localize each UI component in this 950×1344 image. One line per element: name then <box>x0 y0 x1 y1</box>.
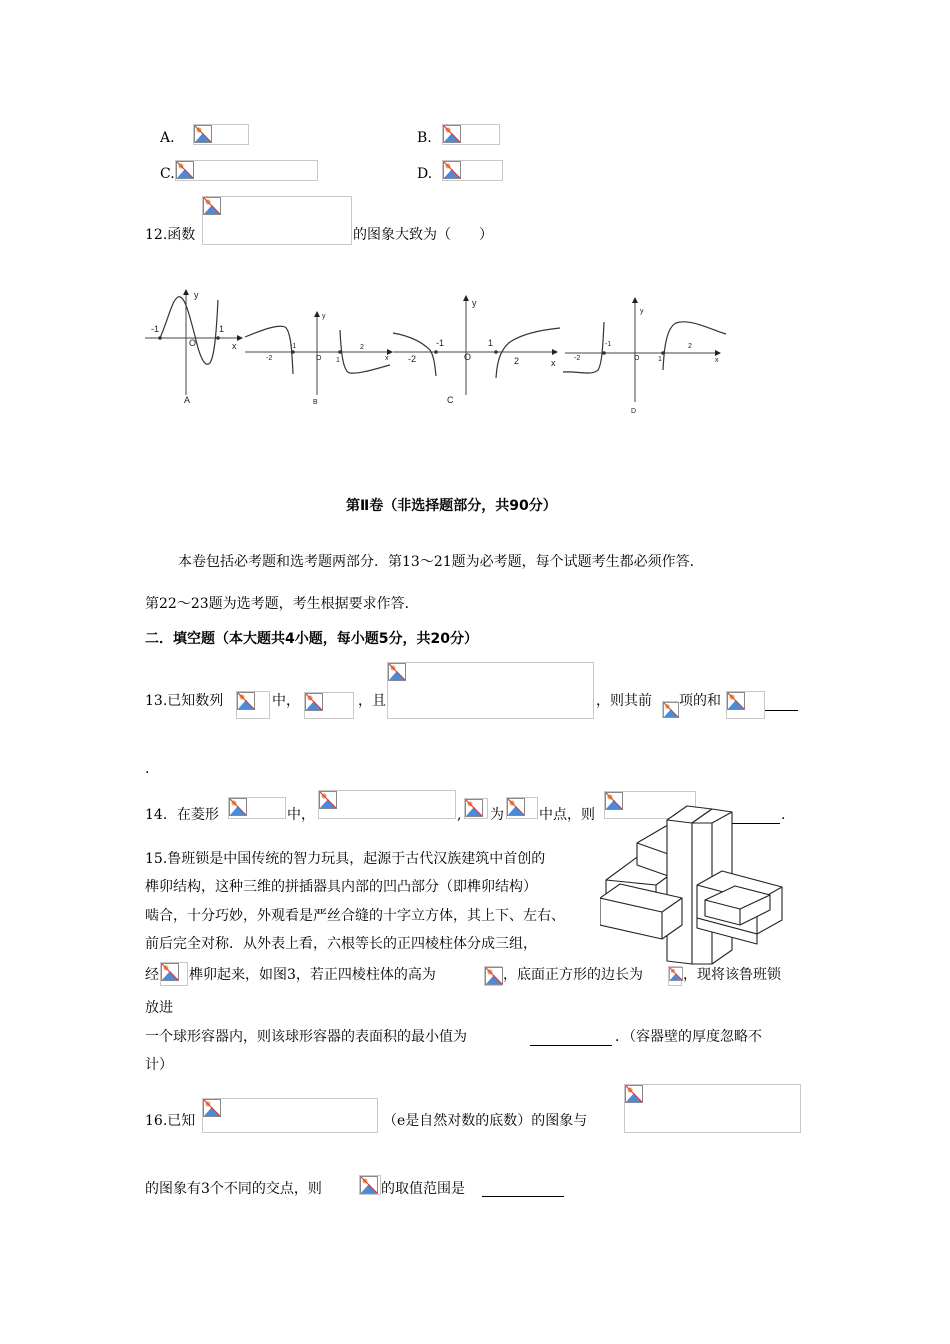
graph-b-y: y <box>322 313 326 320</box>
option-d-formula-image <box>442 160 503 181</box>
intro-line-1: 本卷包括必考题和选考题两部分．第13～21题为必考题，每个试题考生都必须作答． <box>178 554 704 570</box>
q13-text-2: 中， <box>272 693 300 709</box>
q14-end: . <box>781 807 786 823</box>
q14-condition-image <box>318 790 456 819</box>
q14-text-4: 为 <box>490 807 504 823</box>
broken-image-icon <box>360 1176 378 1194</box>
q15-line-3: 啮合，十分巧妙，外观看是严丝合缝的十字立方体，其上下、左右、 <box>145 908 565 924</box>
q13-recurrence-image <box>387 662 594 719</box>
option-c-label: C. <box>160 166 175 182</box>
broken-image-icon <box>727 692 745 710</box>
broken-image-icon <box>669 967 683 981</box>
fill-in-heading: 二．填空题（本大题共4小题，每小题5分，共20分） <box>145 631 478 647</box>
q16-line-2a: 的图象有3个不同的交点，则 <box>145 1181 322 1197</box>
q13-text-5: 项的和 <box>679 693 721 709</box>
graph-d-pos1: 1 <box>658 356 662 363</box>
q15-answer-blank[interactable] <box>530 1045 612 1046</box>
broken-image-icon <box>237 692 255 710</box>
luban-lock-figure <box>600 800 795 965</box>
option-a-formula-image <box>193 124 249 145</box>
broken-image-icon <box>663 702 679 718</box>
broken-image-icon <box>229 798 247 816</box>
q14-segment-image <box>506 797 538 819</box>
q13-sequence-image <box>236 691 270 719</box>
broken-image-icon <box>161 963 179 981</box>
graph-a-curve <box>160 297 218 365</box>
q15-side-image <box>668 966 682 986</box>
graph-a-pos1: 1 <box>219 324 225 334</box>
q14-text-3: , <box>457 807 462 823</box>
q13-text-1: 13.已知数列 <box>145 693 224 709</box>
graph-b-label: B <box>313 399 318 406</box>
q16-f-image <box>202 1098 378 1133</box>
q15-line-2: 榫卯结构，这种三维的拼插器具内部的凹凸部分（即榫卯结构） <box>145 879 537 895</box>
graph-b-x: x <box>385 355 389 362</box>
graph-d-neg1: -1 <box>605 341 612 348</box>
option-d-label: D. <box>417 166 433 182</box>
graph-b-neg1: -1 <box>290 343 297 350</box>
q15-orientation-image <box>160 962 188 986</box>
q16-param-image <box>359 1175 381 1195</box>
q15-line-1: 15.鲁班锁是中国传统的智力玩具，起源于古代汉族建筑中首创的 <box>145 851 546 867</box>
q14-point-image <box>464 798 488 819</box>
broken-image-icon <box>203 197 221 215</box>
graph-b-neg2: -2 <box>266 355 273 362</box>
q15-line-6: 放进 <box>145 1000 173 1016</box>
option-b-formula-image <box>442 124 500 145</box>
graph-b-curve-left <box>245 326 293 374</box>
broken-image-icon <box>443 125 461 143</box>
graph-d-x: x <box>715 357 719 364</box>
broken-image-icon <box>305 693 323 711</box>
graph-a-neg1: -1 <box>151 324 160 334</box>
q16-text-1: 16.已知 <box>145 1113 196 1129</box>
q15-height-image <box>484 966 502 986</box>
broken-image-icon <box>625 1085 643 1103</box>
intro-line-2: 第22～23题为选考题，考生根据要求作答． <box>145 596 419 612</box>
graph-d-y: y <box>640 308 644 315</box>
graph-d-neg2: -2 <box>574 355 581 362</box>
graph-c-neg1: -1 <box>436 338 445 348</box>
q13-n-image <box>662 701 678 718</box>
broken-image-icon <box>443 161 461 179</box>
broken-image-icon <box>176 161 194 179</box>
broken-image-icon <box>388 663 406 681</box>
broken-image-icon <box>194 125 212 143</box>
graph-d-pos2: 2 <box>688 343 692 350</box>
graph-a-x: x <box>232 341 237 351</box>
q15-line-8: 计） <box>145 1057 173 1073</box>
option-c-formula-image <box>175 160 318 181</box>
q15-line-5b: 榫卯起来，如图3，若正四棱柱体的高为 <box>189 967 436 983</box>
option-a-label: A. <box>160 130 175 146</box>
q14-text-1: 14．在菱形 <box>145 807 219 823</box>
q13-text-3: ，且 <box>358 693 386 709</box>
q15-line-7a: 一个球形容器内，则该球形容器的表面积的最小值为 <box>145 1029 467 1045</box>
graph-c-curve-right <box>496 328 560 378</box>
q16-line-2b: 的取值范围是 <box>381 1181 465 1197</box>
graph-d-origin: O <box>634 355 640 362</box>
q12-graphs <box>140 285 740 415</box>
graph-c-x: x <box>551 358 556 368</box>
q15-line-5d: ，现将该鲁班锁 <box>683 967 781 983</box>
graph-c-origin: O <box>464 352 472 362</box>
graph-b-origin: O <box>316 355 322 362</box>
q12-function-image <box>202 196 352 245</box>
q13-text-4: ，则其前 <box>596 693 652 709</box>
graph-c-neg2: -2 <box>408 354 417 364</box>
q13-initial-term-image <box>304 692 354 719</box>
graph-c-pos1: 1 <box>488 338 494 348</box>
q12-suffix: 的图象大致为（ ） <box>353 227 493 243</box>
q15-line-5a: 经 <box>145 967 159 983</box>
graph-a-label: A <box>184 395 191 405</box>
graph-b-pos1: 1 <box>336 357 340 364</box>
q12-prefix: 12.函数 <box>145 227 196 243</box>
q14-rhombus-image <box>228 797 286 819</box>
graph-c-pos2: 2 <box>514 356 520 366</box>
graph-d-curve-left <box>563 322 604 373</box>
graph-a-origin: O <box>189 338 197 348</box>
graph-c-label: C <box>447 395 454 405</box>
option-b-label: B. <box>417 130 432 146</box>
q16-g-image <box>624 1084 801 1133</box>
q14-text-5: 中点，则 <box>539 807 595 823</box>
section-2-title: 第Ⅱ卷（非选择题部分，共90分） <box>346 498 557 514</box>
q15-line-7b: ．（容器壁的厚度忽略不 <box>615 1029 762 1045</box>
q16-text-2: （e是自然对数的底数）的图象与 <box>383 1113 588 1129</box>
q15-line-4: 前后完全对称．从外表上看，六根等长的正四棱柱体分成三组， <box>145 936 537 952</box>
broken-image-icon <box>507 798 525 816</box>
q14-text-2: 中， <box>287 807 315 823</box>
q13-sum-image <box>726 691 765 719</box>
broken-image-icon <box>485 967 503 985</box>
graph-a-y: y <box>194 290 199 300</box>
broken-image-icon <box>319 791 337 809</box>
q15-line-5c: ，底面正方形的边长为 <box>503 967 643 983</box>
broken-image-icon <box>203 1099 221 1117</box>
q16-answer-blank[interactable] <box>482 1196 564 1197</box>
graph-b-pos2: 2 <box>360 344 364 351</box>
graph-c-y: y <box>472 298 477 308</box>
q13-period: . <box>145 761 150 777</box>
graph-d-label: D <box>631 408 637 415</box>
q13-answer-blank[interactable] <box>765 710 798 711</box>
broken-image-icon <box>465 799 483 817</box>
